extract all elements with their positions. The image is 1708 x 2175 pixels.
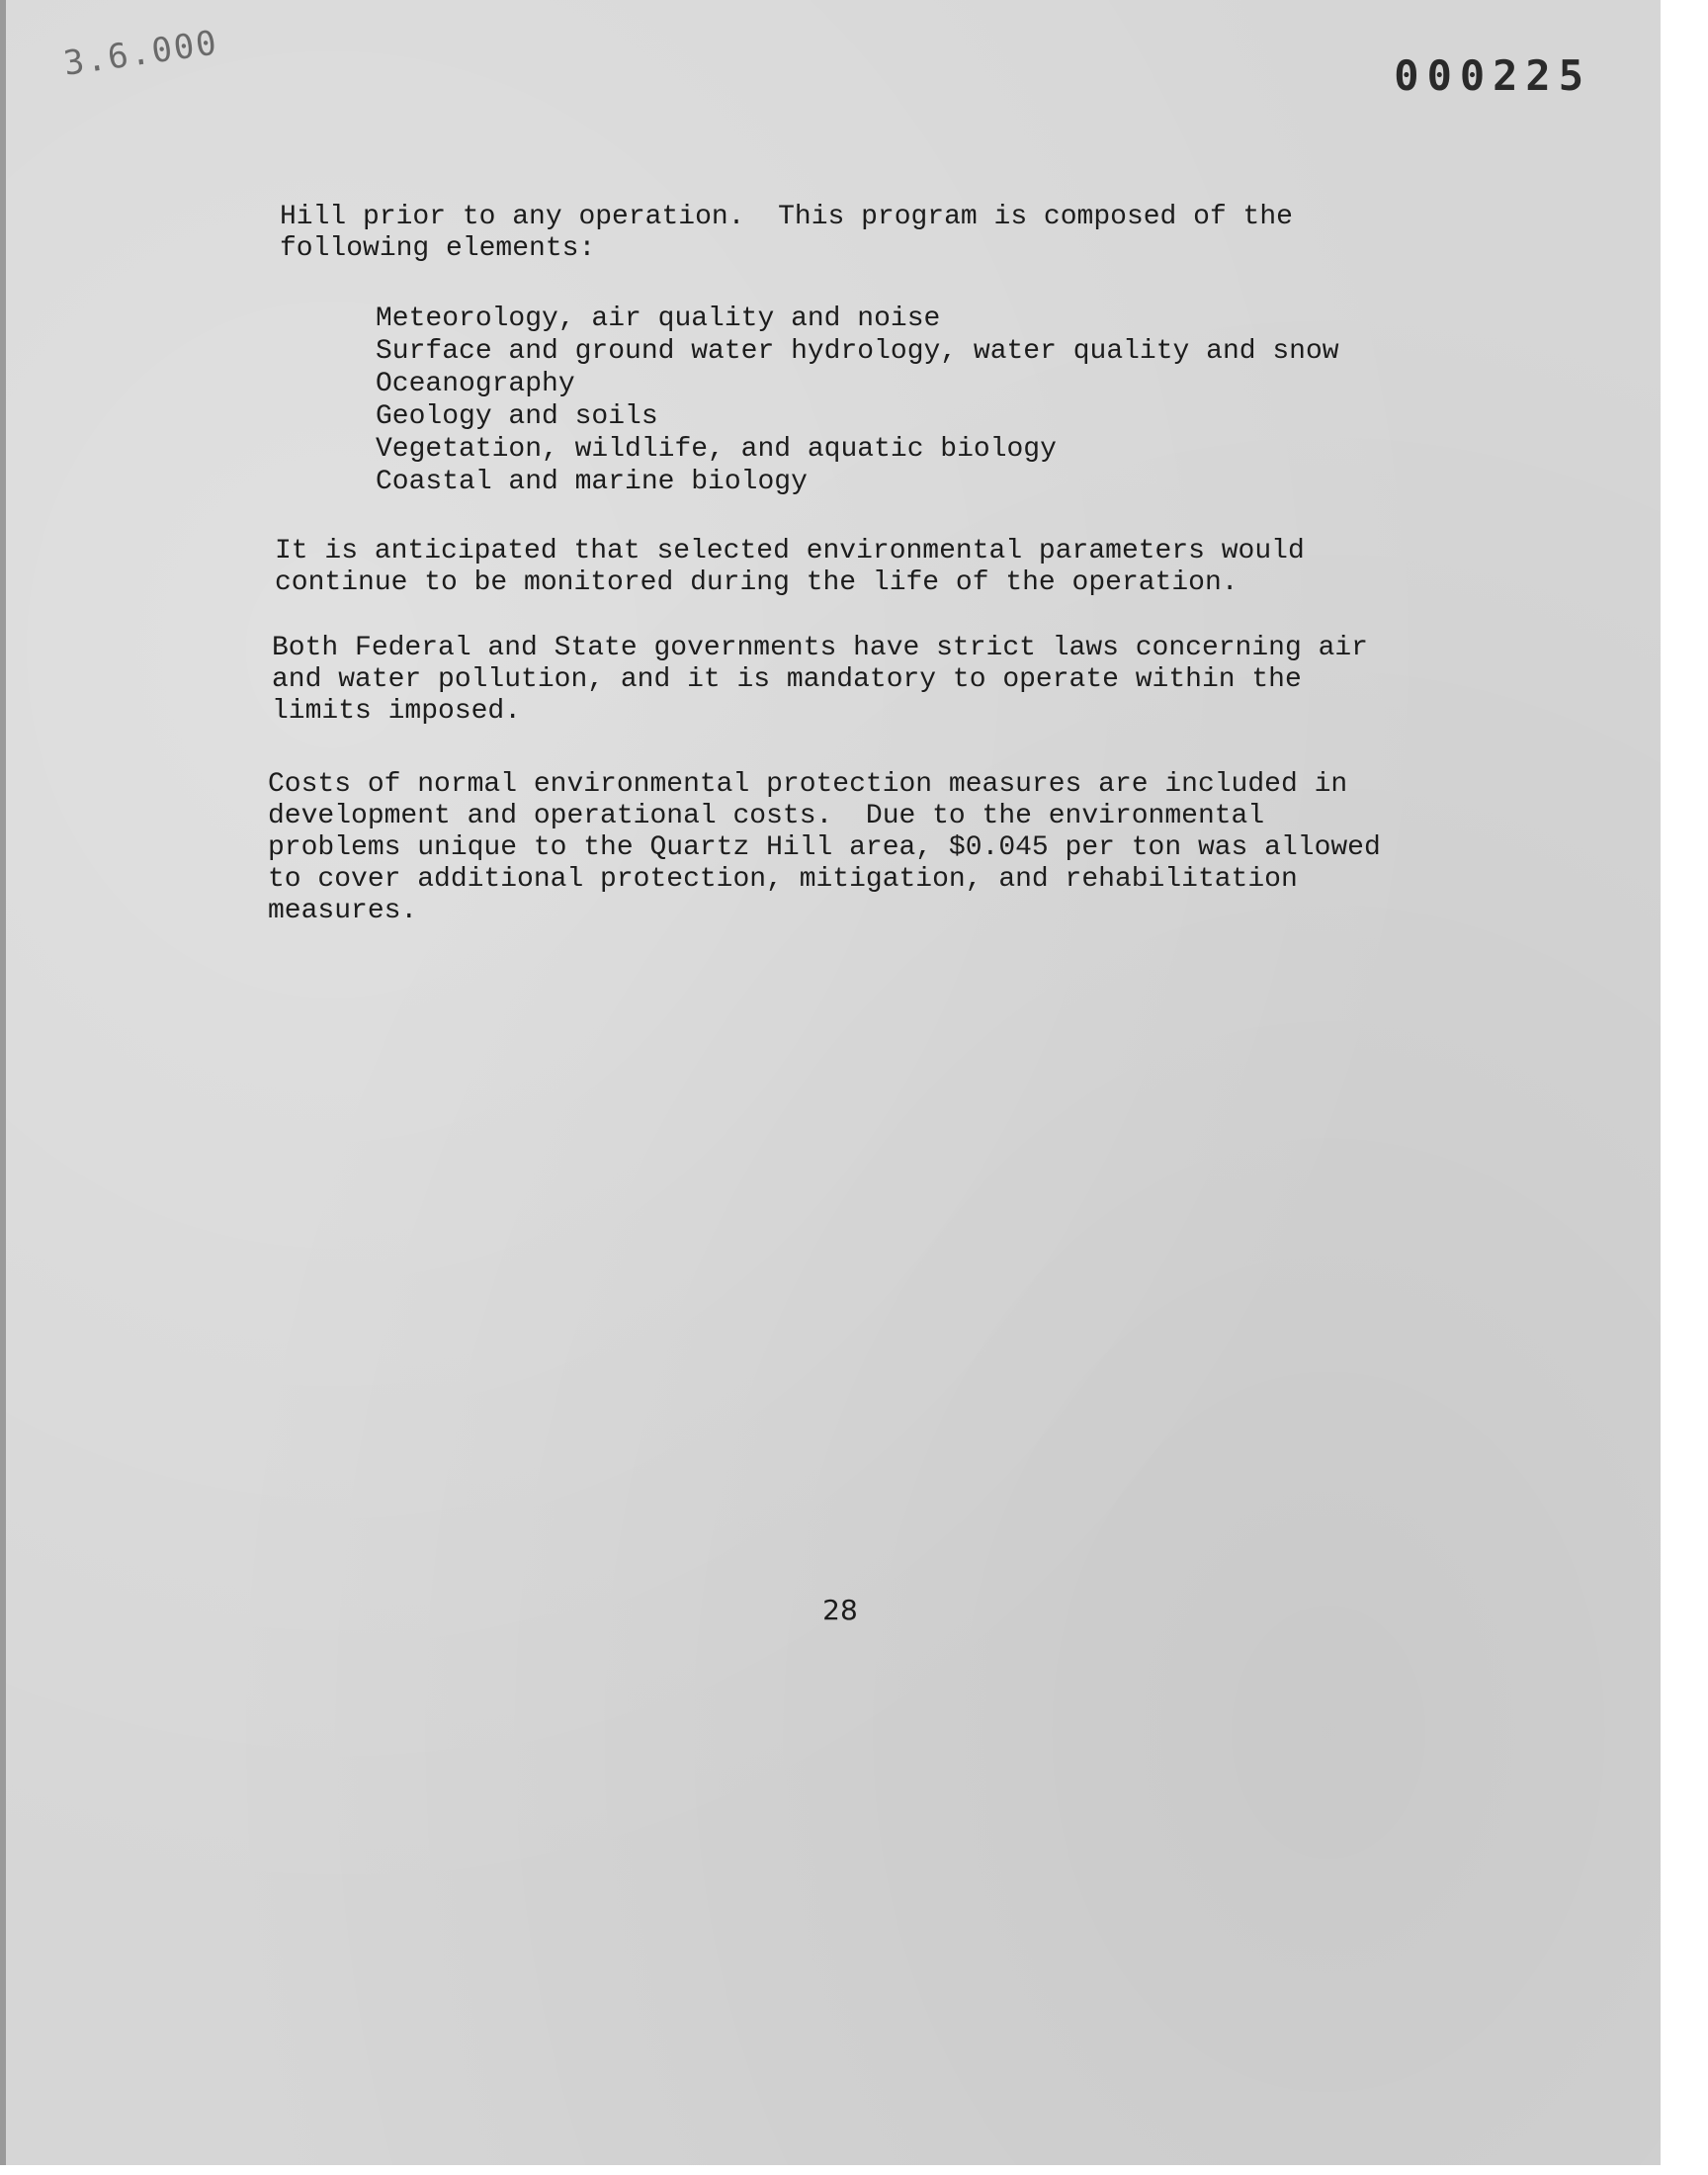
list-item: Oceanography: [376, 369, 575, 399]
list-item: Meteorology, air quality and noise: [376, 304, 941, 334]
scan-edge: [0, 0, 6, 2165]
corner-stamp: 3.6.000: [60, 23, 221, 84]
monitoring-paragraph: It is anticipated that selected environmental parameters would continue to be monitored during the life of the operation.: [275, 536, 1322, 598]
pollution-laws-paragraph: Both Federal and State governments have strict laws concerning air and water pollution, and it is mandatory to operate within the limits imposed.: [272, 633, 1385, 727]
intro-paragraph: Hill prior to any operation. This program is composed of the following elements:: [280, 202, 1310, 264]
list-item: Coastal and marine biology: [376, 467, 808, 497]
page-number: 28: [822, 1594, 858, 1626]
document-number: 000225: [1394, 51, 1591, 100]
list-item: Vegetation, wildlife, and aquatic biology: [376, 434, 1057, 465]
list-item: Geology and soils: [376, 401, 658, 432]
list-item: Surface and ground water hydrology, water quality and snow: [376, 336, 1339, 367]
program-elements-list: [376, 303, 1339, 498]
costs-paragraph: Costs of normal environmental protection measures are included in development and operational costs. Due to the environmental problems unique to the Quartz Hill area, $0.045 per ton was allowed to cover additional protection, mitigation, and rehabilitation measures.: [268, 769, 1398, 926]
